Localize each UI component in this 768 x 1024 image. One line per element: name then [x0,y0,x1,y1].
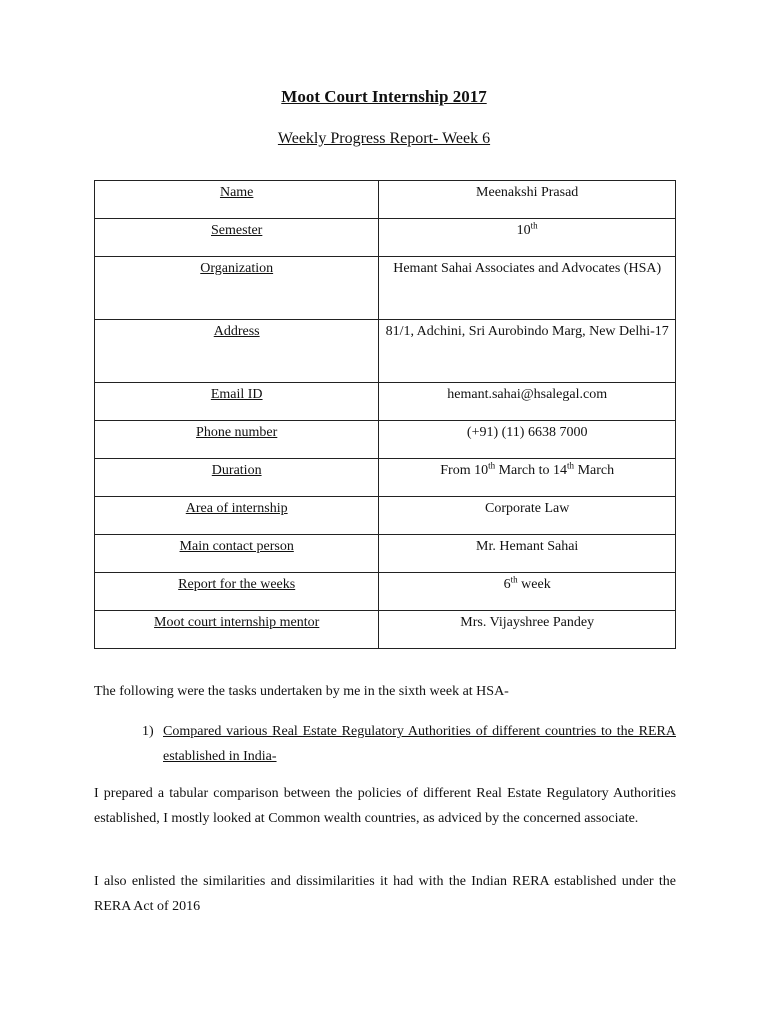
row-label-semester: Semester [95,219,379,257]
task-heading: Compared various Real Estate Regulatory Authorities of different countries to the RERA established in India- [163,724,676,764]
table-row [95,611,676,649]
row-label-email: Email ID [95,383,379,421]
semester-suffix: th [530,220,538,231]
row-value-contact: Mr. Hemant Sahai [379,535,676,573]
table-row [95,573,676,611]
row-label-report-week: Report for the weeks [95,573,379,611]
row-value-name: Meenakshi Prasad [379,181,676,219]
paragraph: I also enlisted the similarities and dissimilarities it had with the Indian RERA established under the RERA Act of 2016 [94,874,676,914]
row-value-semester [379,219,676,257]
row-label-area: Area of internship [95,497,379,535]
week-suffix: th [510,574,518,585]
row-label-address: Address [95,320,379,383]
table-row [95,181,676,219]
row-value-email: hemant.sahai@hsalegal.com [379,383,676,421]
duration-part: From 10 [440,463,489,478]
internship-details-table [94,180,676,649]
row-label-phone: Phone number [95,421,379,459]
duration-suffix: th [488,460,496,471]
duration-suffix: th [567,460,575,471]
week-number: 6 [503,577,511,592]
document-subtitle: Weekly Progress Report- Week 6 [277,130,491,147]
row-value-mentor: Mrs. Vijayshree Pandey [379,611,676,649]
table-row [95,383,676,421]
row-value-phone: (+91) (11) 6638 7000 [379,421,676,459]
duration-part: March [574,463,615,478]
table-row [95,257,676,320]
table-row [95,320,676,383]
tasks-intro: The following were the tasks undertaken by me in the sixth week at HSA- [94,684,509,699]
week-word: week [517,577,551,592]
task-number: 1) [142,724,154,739]
table-row [95,459,676,497]
row-value-organization: Hemant Sahai Associates and Advocates (HSA) [379,257,676,320]
task-item [142,719,676,769]
document-title: Moot Court Internship 2017 [281,87,487,106]
table-row [95,535,676,573]
row-label-name: Name [95,181,379,219]
table-row [95,421,676,459]
row-label-organization: Organization [95,257,379,320]
row-label-mentor: Moot court internship mentor [95,611,379,649]
row-value-duration [379,459,676,497]
semester-number: 10 [516,223,531,238]
row-label-duration: Duration [95,459,379,497]
row-value-area: Corporate Law [379,497,676,535]
duration-part: March to 14 [495,463,568,478]
row-value-report-week [379,573,676,611]
paragraph: I prepared a tabular comparison between the policies of different Real Estate Regulatory Authorities established, I mostly looked at Common wealth countries, as adviced by the concerned associate. [94,786,676,826]
row-value-address: 81/1, Adchini, Sri Aurobindo Marg, New Delhi-17 [379,320,676,383]
table-row [95,497,676,535]
table-row [95,219,676,257]
row-label-contact: Main contact person [95,535,379,573]
